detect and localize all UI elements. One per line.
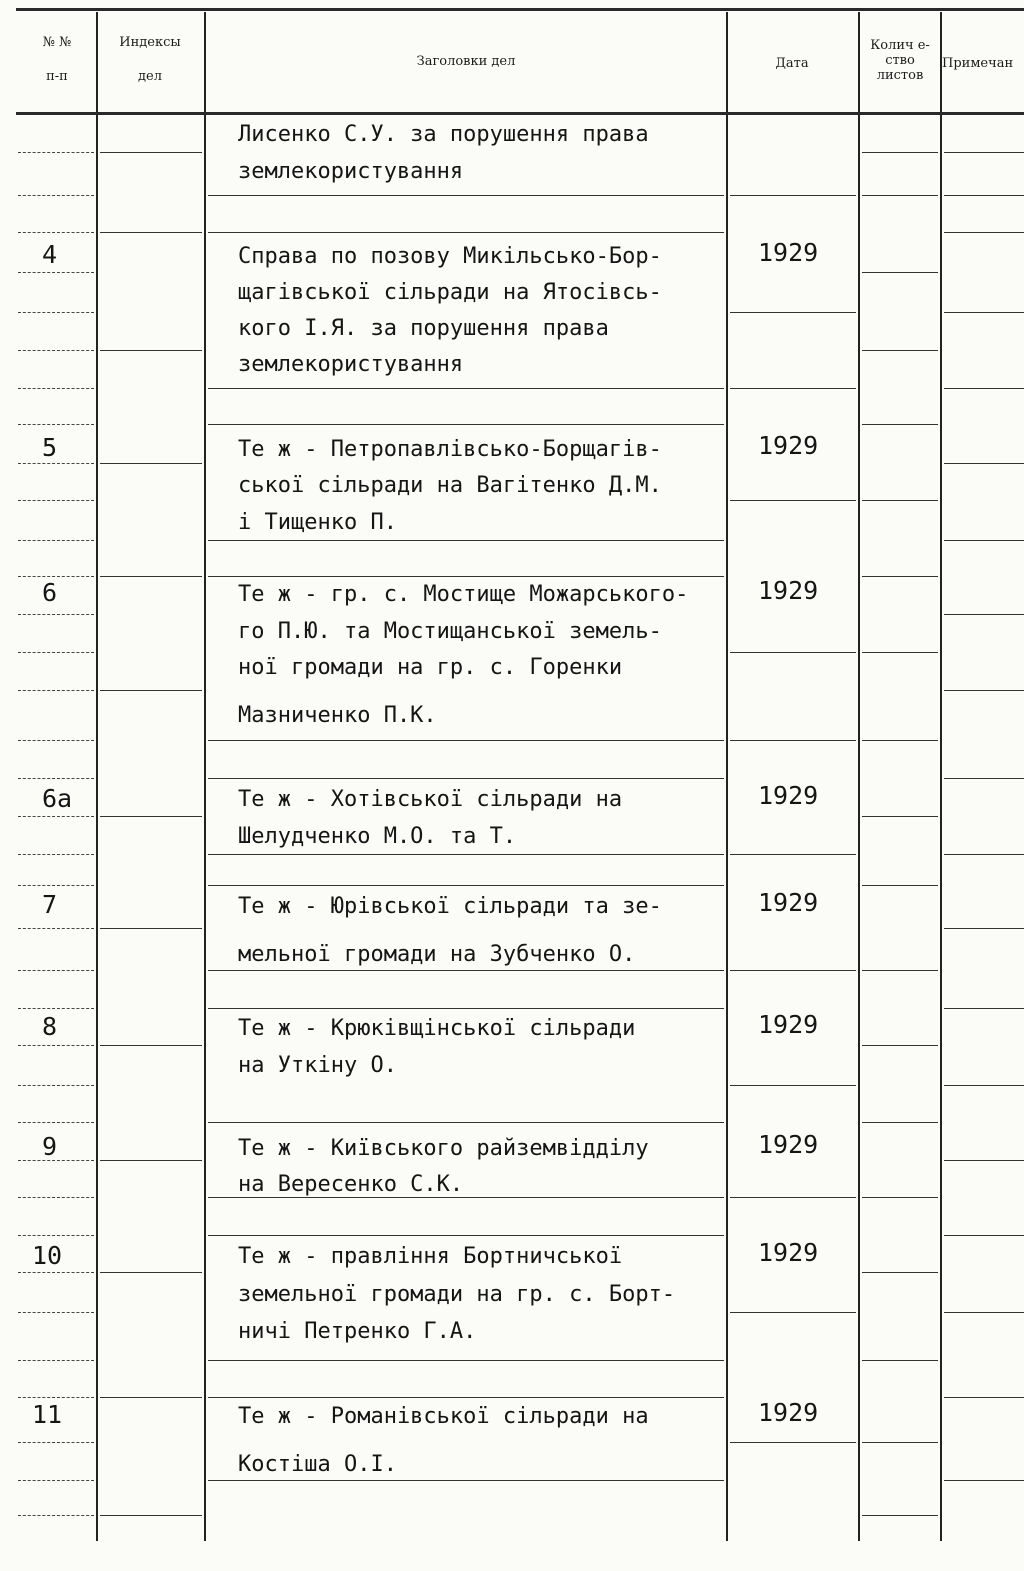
row-title-line: землекористування	[238, 352, 464, 377]
row-date: 1929	[758, 1130, 819, 1159]
row-title-line: Костіша О.І.	[238, 1452, 397, 1477]
row-title-line: і Тищенко П.	[238, 510, 397, 535]
header-num-line2: п-п	[46, 69, 68, 84]
row-number: 4	[42, 240, 58, 269]
header-num-line1: № №	[42, 35, 72, 50]
header-index-line2: дел	[138, 69, 162, 84]
row-date: 1929	[758, 576, 819, 605]
column-divider	[940, 12, 942, 1541]
row-title-line: Те ж - Петропавлівсько-Борщагів-	[238, 437, 662, 462]
row-title-line: Те ж - Юрівської сільради та зе-	[238, 894, 662, 919]
header-sheets	[860, 38, 940, 83]
row-title-line: земельної громади на гр. с. Борт-	[238, 1282, 676, 1307]
row-number: 9	[42, 1132, 58, 1161]
row-title-line: Шелудченко М.О. та Т.	[238, 824, 517, 849]
row-number: 8	[42, 1012, 58, 1041]
row-title-line: го П.Ю. та Мостищанської земель-	[238, 619, 662, 644]
row-title-line: Те ж - Київського райземвідділу	[238, 1136, 649, 1161]
header-top-rule	[16, 8, 1024, 11]
row-title-line: щагівської сільради на Ятосівсь-	[238, 280, 662, 305]
row-date: 1929	[758, 1398, 819, 1427]
header-index	[100, 34, 200, 86]
row-title-line: на Вересенко С.К.	[238, 1172, 464, 1197]
row-number: 5	[42, 433, 58, 462]
row-date: 1929	[758, 1238, 819, 1267]
header-title: Заголовки дел	[416, 54, 516, 69]
row-date: 1929	[758, 1010, 819, 1039]
row-title-line: Справа по позову Микільсько-Бор-	[238, 244, 662, 269]
header-date: Дата	[775, 56, 809, 71]
column-divider	[96, 12, 98, 1541]
row-date: 1929	[758, 888, 819, 917]
row-title-line: мельної громади на Зубченко О.	[238, 942, 636, 967]
header-notes: Примечан	[942, 56, 1014, 71]
row-date: 1929	[758, 238, 819, 267]
header-index-line1: Индексы	[119, 35, 181, 50]
header-num	[22, 34, 92, 86]
row-title-line: Те ж - правління Бортничської	[238, 1244, 623, 1269]
row-date: 1929	[758, 781, 819, 810]
row-title-line: Те ж - Крюківщінської сільради	[238, 1016, 636, 1041]
column-divider	[858, 12, 860, 1541]
row-title-line: Те ж - Романівської сільради на	[238, 1404, 649, 1429]
row-title-line: Лисенко С.У. за порушення права	[238, 122, 649, 147]
row-title-line: землекористування	[238, 159, 464, 184]
header-bottom-rule	[16, 112, 1024, 115]
row-number: 6а	[42, 784, 73, 813]
row-number: 7	[42, 890, 58, 919]
row-title-line: Те ж - Хотівської сільради на	[238, 787, 623, 812]
row-date: 1929	[758, 431, 819, 460]
row-title-line: Мазниченко П.К.	[238, 703, 437, 728]
row-title-line: ської сільради на Вагітенко Д.М.	[238, 473, 662, 498]
row-title-line: ної громади на гр. с. Горенки	[238, 655, 623, 680]
row-number: 10	[32, 1241, 63, 1270]
row-title-line: на Уткіну О.	[238, 1053, 397, 1078]
row-number: 11	[32, 1400, 63, 1429]
row-title-line: кого І.Я. за порушення права	[238, 316, 609, 341]
header-sheets-line3: листов	[876, 68, 924, 83]
row-title-line: ничі Петренко Г.А.	[238, 1319, 477, 1344]
row-title-line: Те ж - гр. с. Мостище Можарського-	[238, 582, 689, 607]
row-number: 6	[42, 578, 58, 607]
header-sheets-line1: Колич е-	[870, 38, 930, 53]
header-sheets-line2: ство	[885, 53, 915, 68]
column-divider	[204, 12, 206, 1541]
